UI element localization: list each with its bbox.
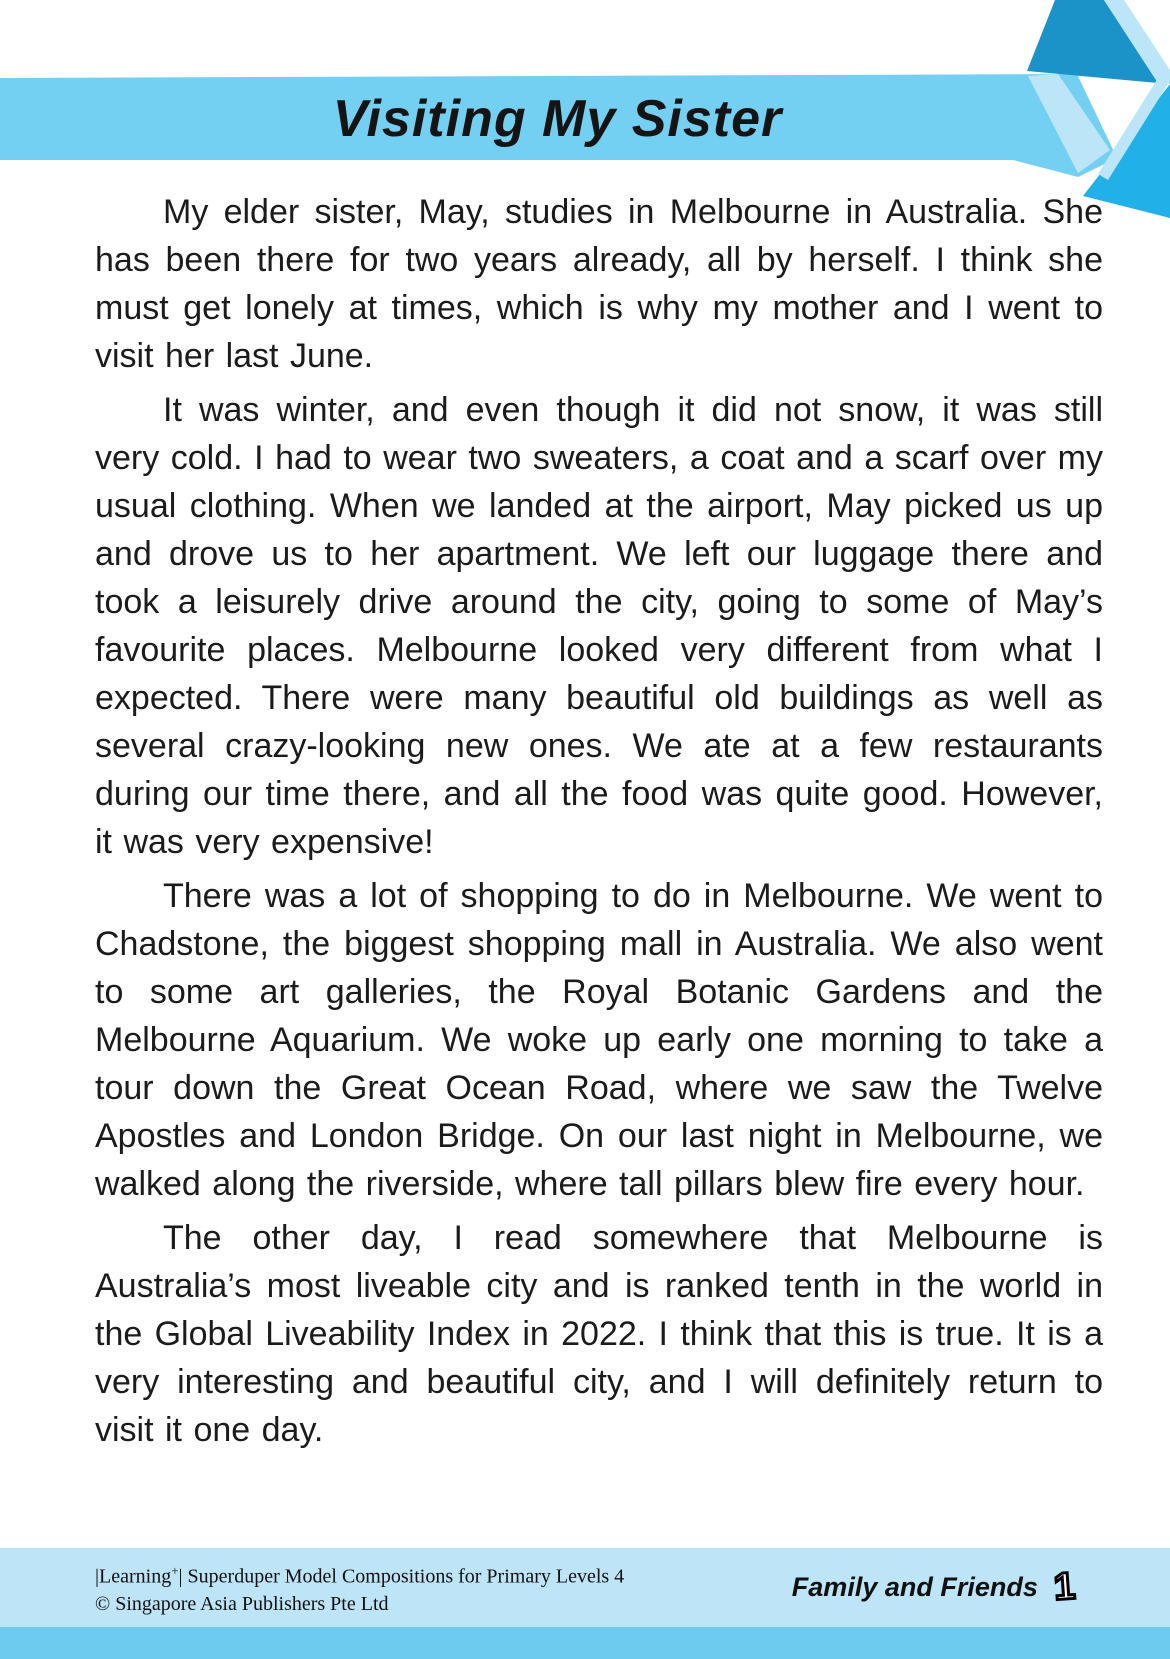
publisher-imprint	[95, 1557, 624, 1618]
essay-paragraph: There was a lot of shopping to do in Melbourne. We went to Chadstone, the biggest shopping mall in Australia. We also went to some art galleries, the Royal Botanic Gardens and the Melbourne Aquarium. We woke up early one morning to take a tour down the Great Ocean Road, where we saw the Twelve Apostles and London Bridge. On our last night in Melbourne, we walked along the riverside, where tall pillars blew fire every hour.	[95, 877, 1103, 1203]
imprint-line-1: |Learning+| Superduper Model Compositions for Primary Levels 4	[95, 1563, 625, 1588]
page-title: Visiting My Sister	[332, 90, 783, 148]
footer-right	[792, 1566, 1075, 1609]
section-title: Family and Friends	[791, 1572, 1038, 1602]
imprint-superscript-plus: +	[171, 1563, 179, 1579]
page-number: 1	[1052, 1565, 1077, 1609]
essay-paragraph: My elder sister, May, studies in Melbourne in Australia. She has been there for two years already, all by herself. I think she must get lonely at times, which is why my mother and I went to visit her last June.	[95, 193, 1103, 375]
essay-paragraph: It was winter, and even though it did not snow, it was still very cold. I had to wear two sweaters, a coat and a scarf over my usual clothing. When we landed at the airport, May picked us up and drove us to her apartment. We left our luggage there and took a leisurely drive around the city, going to some of May’s favourite places. Melbourne looked very different from what I expected. There were many beautiful old buildings as well as several crazy-looking new ones. We ate at a few restaurants during our time there, and all the food was quite good. However, it was very expensive!	[95, 391, 1103, 861]
essay-body	[95, 188, 1103, 1460]
essay-paragraph: The other day, I read somewhere that Melbourne is Australia’s most liveable city and is ranked tenth in the world in the Global Liveability Index in 2022. I think that this is true. It is a very interesting and beautiful city, and I will definitely return to visit it one day.	[95, 1219, 1103, 1449]
imprint-line-2: © Singapore Asia Publishers Pte Ltd	[95, 1592, 389, 1615]
footer-band	[0, 1548, 1170, 1627]
bottom-strip	[0, 1627, 1170, 1659]
